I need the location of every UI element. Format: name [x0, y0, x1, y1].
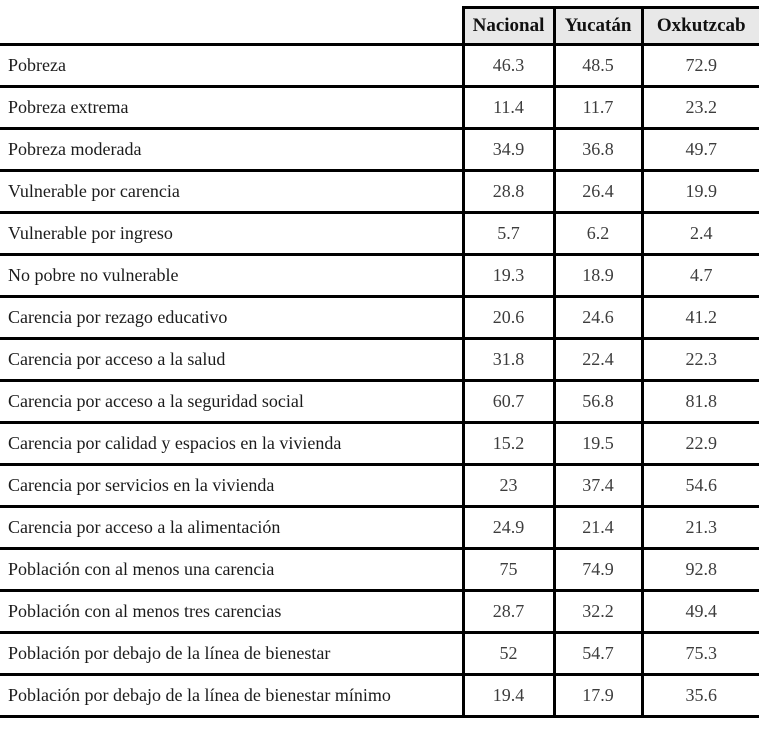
table-row — [0, 297, 759, 339]
table-row — [0, 87, 759, 129]
value-cell: 74.9 — [554, 549, 642, 591]
value-cell: 49.4 — [642, 591, 759, 633]
value-cell: 4.7 — [642, 255, 759, 297]
table-row — [0, 633, 759, 675]
value-cell: 17.9 — [554, 675, 642, 717]
column-header-oxkutzcab: Oxkutzcab — [642, 8, 759, 45]
value-cell: 22.9 — [642, 423, 759, 465]
value-cell: 26.4 — [554, 171, 642, 213]
row-label: Pobreza — [0, 45, 463, 87]
table-row — [0, 255, 759, 297]
row-label: Carencia por acceso a la seguridad social — [0, 381, 463, 423]
value-cell: 6.2 — [554, 213, 642, 255]
value-cell: 19.4 — [463, 675, 554, 717]
row-label: Carencia por calidad y espacios en la vivienda — [0, 423, 463, 465]
row-label: Vulnerable por carencia — [0, 171, 463, 213]
value-cell: 24.6 — [554, 297, 642, 339]
value-cell: 2.4 — [642, 213, 759, 255]
value-cell: 52 — [463, 633, 554, 675]
table-row — [0, 339, 759, 381]
value-cell: 19.9 — [642, 171, 759, 213]
value-cell: 28.7 — [463, 591, 554, 633]
table-row — [0, 591, 759, 633]
value-cell: 21.3 — [642, 507, 759, 549]
row-label: Población por debajo de la línea de bienestar mínimo — [0, 675, 463, 717]
value-cell: 15.2 — [463, 423, 554, 465]
value-cell: 5.7 — [463, 213, 554, 255]
value-cell: 22.4 — [554, 339, 642, 381]
table-row — [0, 381, 759, 423]
value-cell: 35.6 — [642, 675, 759, 717]
row-label: Pobreza moderada — [0, 129, 463, 171]
row-label: Población por debajo de la línea de bienestar — [0, 633, 463, 675]
row-label: Carencia por servicios en la vivienda — [0, 465, 463, 507]
table-row — [0, 507, 759, 549]
value-cell: 48.5 — [554, 45, 642, 87]
value-cell: 24.9 — [463, 507, 554, 549]
value-cell: 37.4 — [554, 465, 642, 507]
row-label: Carencia por acceso a la alimentación — [0, 507, 463, 549]
value-cell: 54.6 — [642, 465, 759, 507]
value-cell: 32.2 — [554, 591, 642, 633]
header-row — [0, 8, 759, 45]
value-cell: 18.9 — [554, 255, 642, 297]
value-cell: 11.4 — [463, 87, 554, 129]
value-cell: 19.5 — [554, 423, 642, 465]
table-row — [0, 675, 759, 717]
column-header-nacional: Nacional — [463, 8, 554, 45]
value-cell: 34.9 — [463, 129, 554, 171]
value-cell: 20.6 — [463, 297, 554, 339]
table-row — [0, 171, 759, 213]
value-cell: 31.8 — [463, 339, 554, 381]
value-cell: 11.7 — [554, 87, 642, 129]
value-cell: 23 — [463, 465, 554, 507]
row-label: No pobre no vulnerable — [0, 255, 463, 297]
value-cell: 21.4 — [554, 507, 642, 549]
row-label: Vulnerable por ingreso — [0, 213, 463, 255]
value-cell: 56.8 — [554, 381, 642, 423]
row-label: Carencia por acceso a la salud — [0, 339, 463, 381]
table-row — [0, 45, 759, 87]
value-cell: 92.8 — [642, 549, 759, 591]
value-cell: 46.3 — [463, 45, 554, 87]
value-cell: 60.7 — [463, 381, 554, 423]
table-body — [0, 45, 759, 717]
value-cell: 81.8 — [642, 381, 759, 423]
value-cell: 36.8 — [554, 129, 642, 171]
row-label: Carencia por rezago educativo — [0, 297, 463, 339]
table-row — [0, 129, 759, 171]
value-cell: 23.2 — [642, 87, 759, 129]
corner-cell — [0, 8, 463, 45]
value-cell: 54.7 — [554, 633, 642, 675]
table-row — [0, 549, 759, 591]
column-header-yucatan: Yucatán — [554, 8, 642, 45]
value-cell: 72.9 — [642, 45, 759, 87]
row-label: Población con al menos tres carencias — [0, 591, 463, 633]
table-row — [0, 213, 759, 255]
value-cell: 49.7 — [642, 129, 759, 171]
table-row — [0, 465, 759, 507]
value-cell: 22.3 — [642, 339, 759, 381]
value-cell: 75.3 — [642, 633, 759, 675]
poverty-indicators-table — [0, 6, 759, 718]
row-label: Población con al menos una carencia — [0, 549, 463, 591]
table-row — [0, 423, 759, 465]
row-label: Pobreza extrema — [0, 87, 463, 129]
value-cell: 41.2 — [642, 297, 759, 339]
value-cell: 75 — [463, 549, 554, 591]
value-cell: 19.3 — [463, 255, 554, 297]
value-cell: 28.8 — [463, 171, 554, 213]
